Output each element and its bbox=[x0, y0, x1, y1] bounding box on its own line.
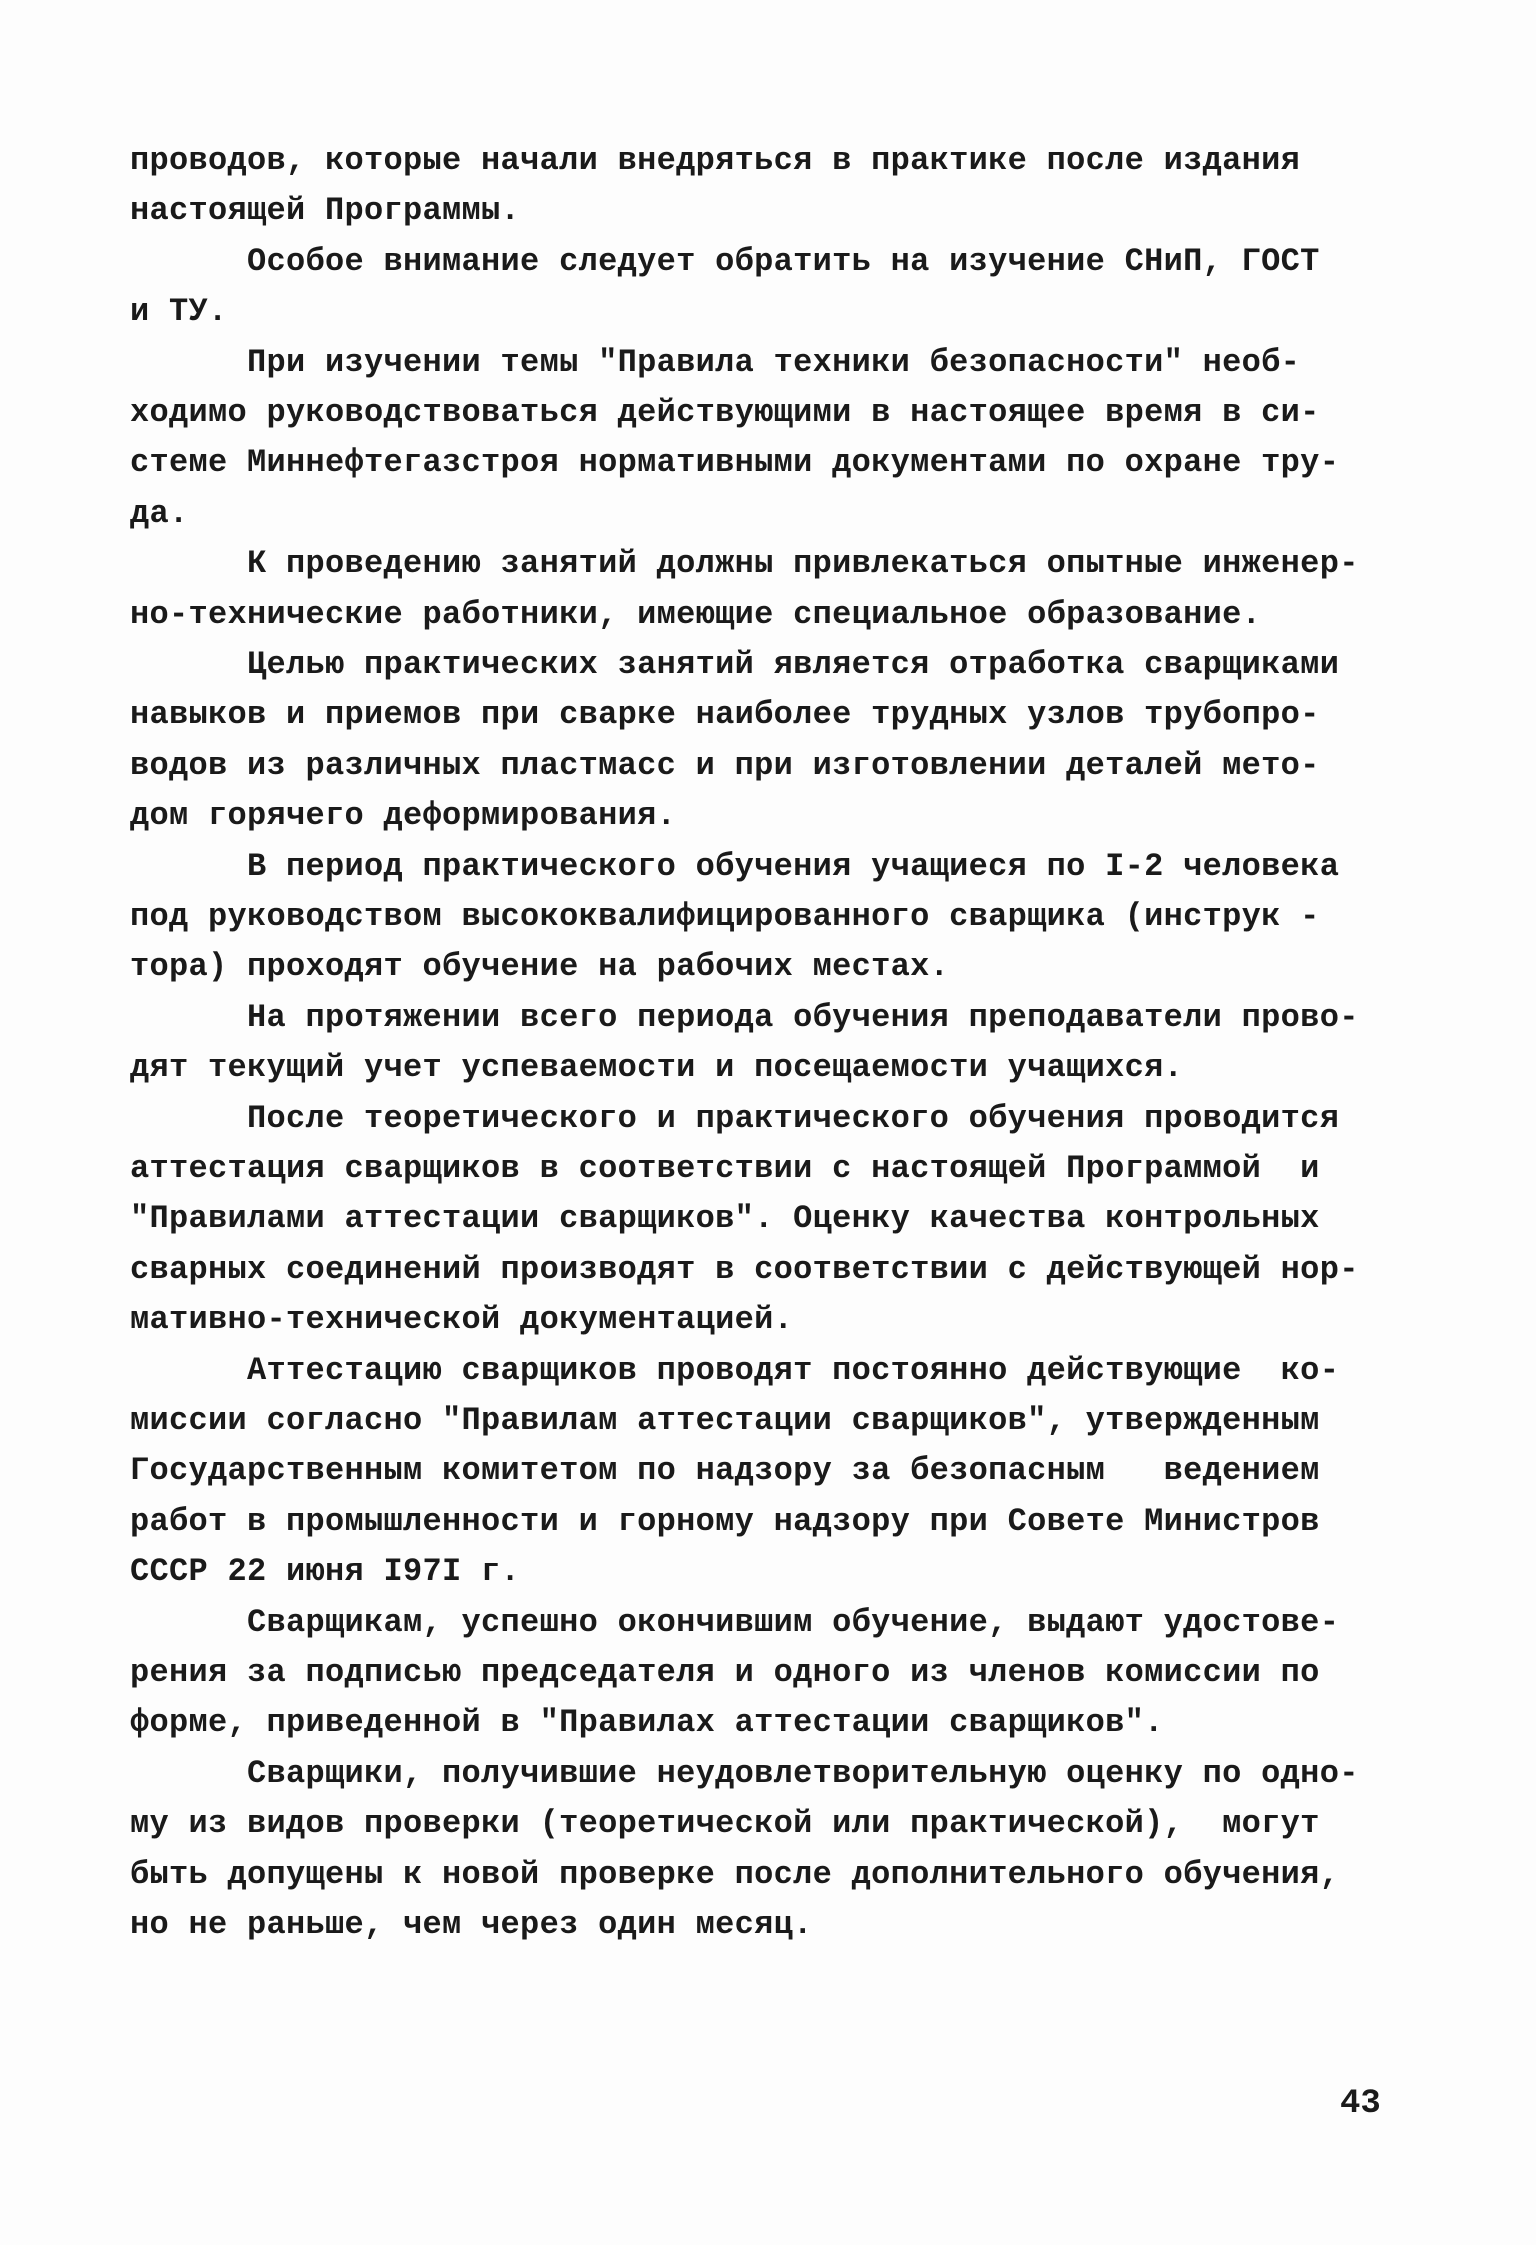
text-line: В период практического обучения учащиеся по I-2 человека bbox=[130, 847, 1340, 885]
text-line: При изучении темы "Правила техники безопасности" необ- bbox=[130, 343, 1301, 381]
text-line: сварных соединений производят в соответствии с действующей нор- bbox=[130, 1250, 1359, 1288]
text-line: Сварщикам, успешно окончившим обучение, выдают удостове- bbox=[130, 1603, 1340, 1641]
text-line: "Правилами аттестации сварщиков". Оценку качества контрольных bbox=[130, 1200, 1320, 1238]
text-line: форме, приведенной в "Правилах аттестации сварщиков". bbox=[130, 1704, 1164, 1742]
page-number: 43 bbox=[1340, 2085, 1381, 2123]
text-line: аттестация сварщиков в соответствии с настоящей Программой и bbox=[130, 1150, 1320, 1187]
text-line: му из видов проверки (теоретической или практической), могут bbox=[130, 1805, 1320, 1843]
text-line: быть допущены к новой проверке после дополнительного обучения, bbox=[130, 1855, 1340, 1893]
text-line: да. bbox=[130, 494, 189, 532]
text-line: На протяжении всего периода обучения преподаватели прово- bbox=[130, 998, 1359, 1036]
text-line: работ в промышленности и горному надзору при Совете Министров bbox=[130, 1502, 1320, 1540]
text-line: СССР 22 июня I97I г. bbox=[130, 1553, 521, 1591]
text-line: но не раньше, чем через один месяц. bbox=[130, 1906, 813, 1943]
text-line: К проведению занятий должны привлекаться опытные инженер- bbox=[130, 545, 1359, 583]
text-line: стеме Миннефтегазстроя нормативными документами по охране тру- bbox=[130, 444, 1340, 482]
text-line: миссии согласно "Правилам аттестации сварщиков", утвержденным bbox=[130, 1402, 1320, 1439]
text-line: ходимо руководствоваться действующими в настоящее время в си- bbox=[130, 394, 1320, 431]
text-line: и ТУ. bbox=[130, 293, 228, 331]
text-line: Целью практических занятий является отработка сварщиками bbox=[130, 646, 1340, 683]
text-line: под руководством высококвалифицированного сварщика (инструк - bbox=[130, 898, 1320, 935]
text-line: дом горячего деформирования. bbox=[130, 797, 677, 835]
text-line: навыков и приемов при сварке наиболее трудных узлов трубопро- bbox=[130, 696, 1320, 734]
text-line: Сварщики, получившие неудовлетворительную оценку по одно- bbox=[130, 1754, 1359, 1792]
text-line: но-технические работники, имеющие специальное образование. bbox=[130, 595, 1262, 633]
text-line: проводов, которые начали внедряться в практике после издания bbox=[130, 142, 1301, 179]
text-line: дят текущий учет успеваемости и посещаемости учащихся. bbox=[130, 1049, 1184, 1087]
text-line: водов из различных пластмасс и при изготовлении деталей мето- bbox=[130, 746, 1320, 784]
text-line: настоящей Программы. bbox=[130, 192, 521, 230]
text-line: рения за подписью председателя и одного из членов комиссии по bbox=[130, 1654, 1320, 1691]
text-line: Аттестацию сварщиков проводят постоянно действующие ко- bbox=[130, 1351, 1340, 1389]
text-line: тора) проходят обучение на рабочих местах. bbox=[130, 948, 950, 986]
text-line: мативно-технической документацией. bbox=[130, 1301, 794, 1339]
text-line: Государственным комитетом по надзору за безопасным ведением bbox=[130, 1452, 1320, 1490]
text-line: После теоретического и практического обучения проводится bbox=[130, 1099, 1340, 1137]
text-line: Особое внимание следует обратить на изучение СНиП, ГОСТ bbox=[130, 242, 1320, 280]
